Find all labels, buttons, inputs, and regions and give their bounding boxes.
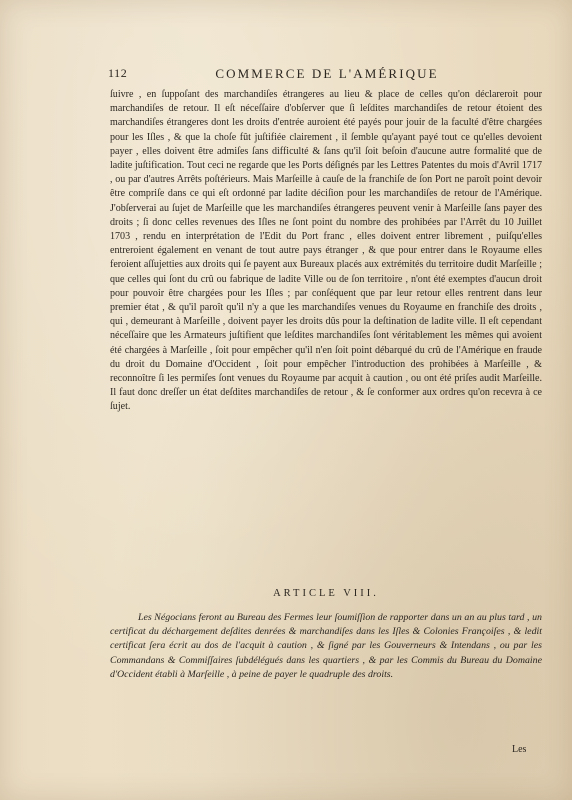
page-header <box>108 66 546 84</box>
article-paragraph: Les Négocians feront au Bureau des Fermes leur ſoumiſſion de rapporter dans un an au plus tard , un certificat du déchargement deſdites denrées & marchandiſes dans les Iſles & Colonies Françoiſes , & ledit certificat ſera écrit au dos de l'acquit à caution , & ſigné par les Gouverneurs & Intendans , ou par les Commandans & Commiſſaires ſubdélégués dans les quartiers , & par les Commis du Bureau du Domaine d'Occident établi à Marſeille , à peine de payer le quadruple des droits. <box>110 612 542 680</box>
article-heading: ARTICLE VIII. <box>273 588 379 599</box>
catchword: Les <box>512 744 527 755</box>
page-number: 112 <box>108 66 128 80</box>
body-paragraph: ſuivre , en ſuppoſant des marchandiſes étrangeres au lieu & place de celles qu'on déclareroit pour marchandiſes de retour. Il eſt néceſſaire d'obſerver que ſi leſdites marchandiſes de retour étoient des marchandiſes étrangeres dont les droits d'entrée auroient été payés pour jouir de la faculté d'être chargées pour les Iſles , & que la choſe fût juſtifiée clairement , il ſemble qu'ayant payé tout ce qu'elles devoient payer , elles doivent être admiſes ſans difficulté & ſans qu'il ſoit beſoin d'aucune autre formalité que de ladite juſtification. Tout ceci ne regarde que les Ports déſignés par les Lettres Patentes du mois d'Avril 1717 , ou par d'autres Arrêts poſtérieurs. Mais Marſeille à cauſe de la franchiſe de ſon Port ne paroît point devoir être compriſe dans ce qui eſt ordonné par ladite déciſion pour les marchandiſes de retour de l'Amérique. J'obſerverai au ſujet de Marſeille que les marchandiſes étrangeres peuvent venir à Marſeille ſans payer des droits ; ſi donc celles revenues des Iſles ne ſont point du nombre des prohibées par l'Arrêt du 10 Juillet 1703 , rendu en interprétation de l'Edit du Port franc , elles doivent entrer librement , puiſqu'elles entreroient également en venant de tout autre pays étranger , & que pour entrer dans le Royaume elles feroient aſſujetties aux droits qui ſe payent aux Bureaux placés aux extrémités du territoire dudit Marſeille ; que celles qui ſont du crû ou fabrique de ladite Ville ou de ſon territoire , n'ont été exemptes d'aucun droit pour pouvoir être chargées pour les Iſles ; par conſéquent que par leur retour elles rentrent dans leur premier état , & qu'il paroît qu'il n'y a que les marchandiſes venues du Royaume en franchiſe des droits , qui , demeurant à Marſeille , doivent payer les droits dûs pour la deſtination de ladite ville. Il eſt cependant néceſſaire que les Armateurs juſtifient que leſdites marchandiſes ſont véritablement les mêmes qui avoient été chargées à Marſeille , ſoit pour empêcher qu'il n'en ſoit point débarqué du crû de l'Amérique en fraude du droit du Domaine d'Occident , ſoit pour empêcher l'introduction des prohibées à Marſeille , & reconnoître ſi les permiſes ſont venues du Royaume par acquit à caution , ou ont été priſes audit Marſeille. Il faut donc dreſſer un état deſdites marchandiſes de retour , & ſe conformer aux ordres qu'on recevra à ce ſujet. <box>110 89 542 413</box>
running-title: COMMERCE DE L'AMÉRIQUE <box>215 66 439 81</box>
